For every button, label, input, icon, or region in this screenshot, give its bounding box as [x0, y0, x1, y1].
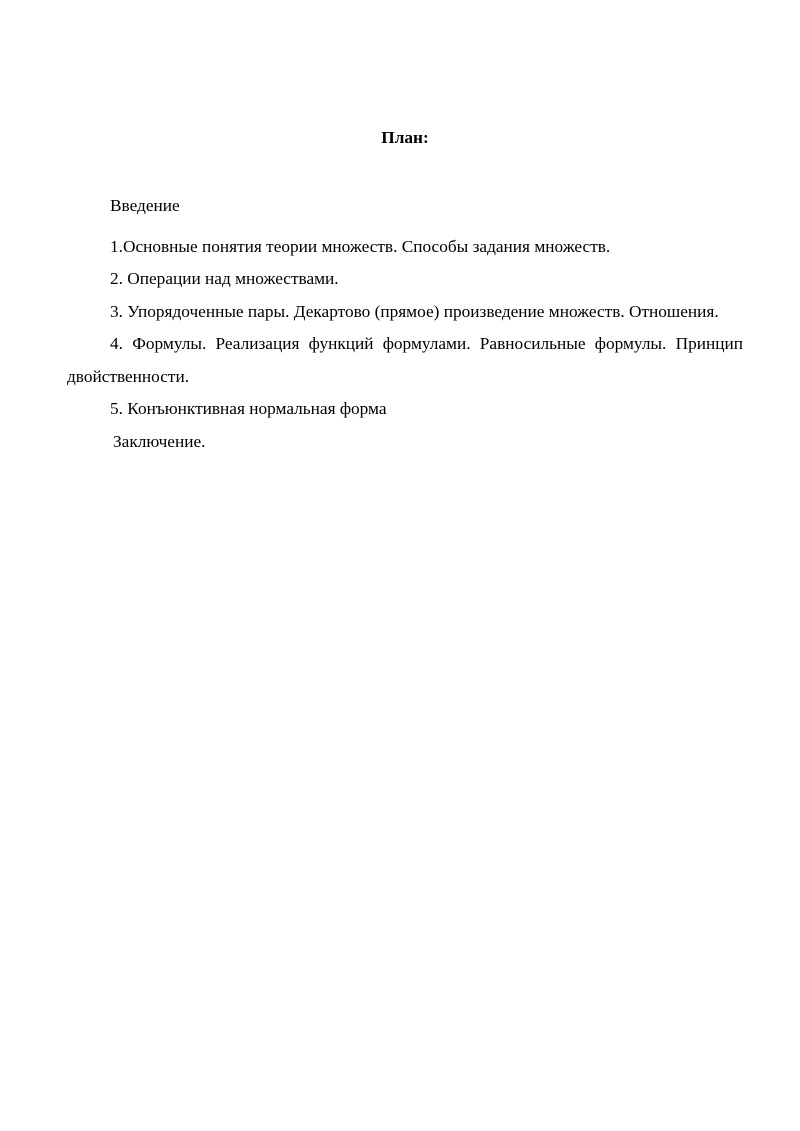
plan-item-5: 5. Конъюнктивная нормальная форма: [110, 399, 387, 418]
page-title: План:: [381, 128, 429, 147]
plan-item-introduction: Введение: [110, 196, 180, 215]
plan-item-conclusion: Заключение.: [113, 431, 206, 451]
plan-item-3: 3. Упорядоченные пары. Декартово (прямое) произведение множеств. Отношения.: [110, 301, 719, 321]
plan-item-2: 2. Операции над множествами.: [110, 269, 339, 288]
plan-item-4: 4. Формулы. Реализация функций формулами. Равносильные формулы. Принцип двойственности.: [67, 334, 743, 386]
plan-list: [67, 190, 743, 458]
plan-item-1: 1.Основные понятия теории множеств. Способы задания множеств.: [110, 236, 611, 256]
